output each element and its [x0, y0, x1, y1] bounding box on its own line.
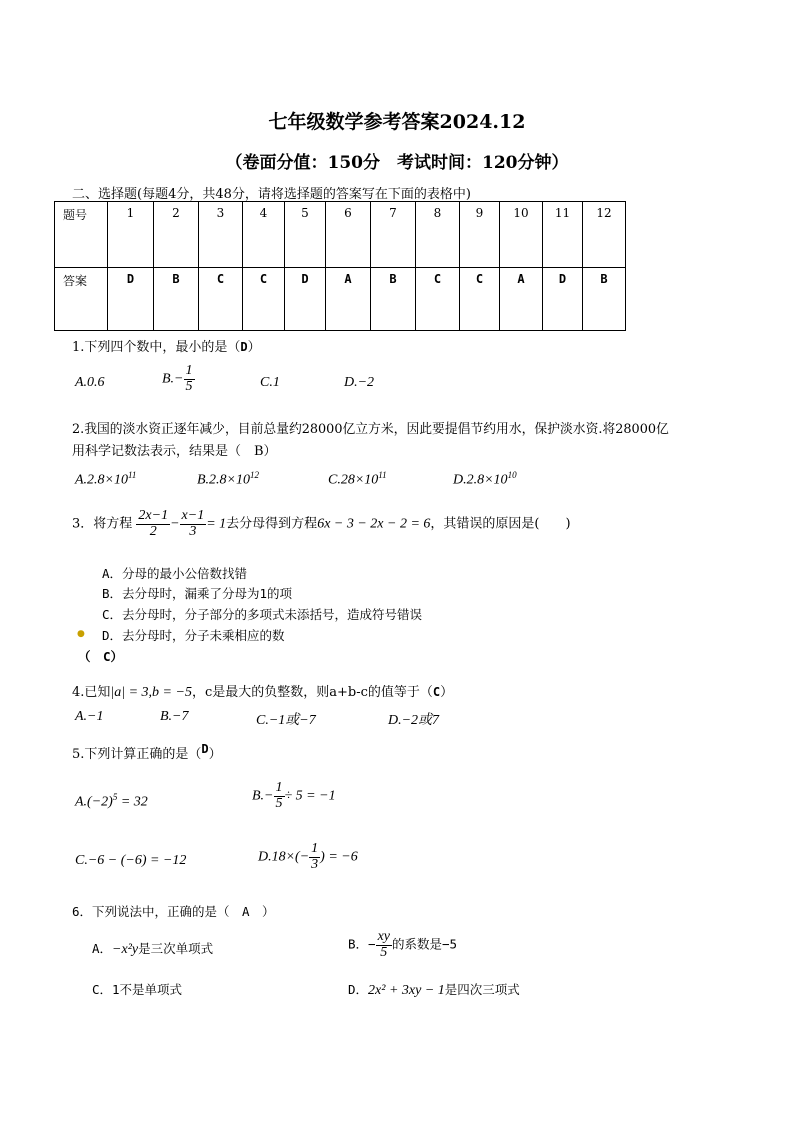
- table-cell-number: 6: [326, 202, 371, 268]
- q3-option-b: B．去分母时，漏乘了分母为1的项: [102, 586, 293, 601]
- table-cell-number: 9: [460, 202, 500, 268]
- q3-option-d: D．去分母时，分子未乘相应的数: [102, 628, 285, 643]
- section-header: 二、选择题(每题4分，共48分，请将选择题的答案写在下面的表格中): [72, 187, 471, 202]
- q4-option-d: D.−2或7: [388, 713, 440, 728]
- table-cell-number: 2: [154, 202, 199, 268]
- q1-option-d: D.−2: [344, 375, 375, 390]
- q5-option-c: C.−6 − (−6) = −12: [75, 853, 187, 868]
- table-cell-answer: D: [543, 268, 583, 331]
- q3-answer: （ C）: [78, 649, 124, 664]
- q4-answer: C: [432, 685, 441, 699]
- q6-option-d: D．2x² + 3xy − 1是四次三项式: [348, 982, 520, 998]
- answer-table: [54, 201, 626, 331]
- table-cell-answer: B: [371, 268, 416, 331]
- q1-option-b: B.− $\frac{1}{5}$: [162, 363, 193, 394]
- q6-stem: 6．下列说法中，正确的是（ A ）: [72, 904, 275, 919]
- row-label-number: 题号: [55, 202, 108, 268]
- fraction: $\frac{1}{5}$: [185, 363, 193, 394]
- table-cell-answer: B: [154, 268, 199, 331]
- page-title: 七年级数学参考答案2024.12: [268, 111, 526, 133]
- q1-option-c: C.1: [260, 375, 280, 390]
- q6-option-b: B．− $\frac{xy}{5}$ 的系数是−5: [348, 929, 458, 960]
- table-cell-answer: D: [285, 268, 326, 331]
- table-cell-number: 5: [285, 202, 326, 268]
- q2-option-b: $B.2.8\times 10^{12}$: [197, 470, 259, 488]
- q2-option-a: $A.2.8\times 10^{11}$: [75, 470, 137, 488]
- fraction: $\frac{1}{5}$: [275, 780, 283, 811]
- fraction: $\frac{x-1}{3}$: [181, 508, 205, 539]
- table-cell-answer: C: [199, 268, 243, 331]
- q2-line2: 用科学记数法表示，结果是（ B）: [72, 444, 277, 459]
- q4-option-c: C.−1或−7: [256, 713, 316, 728]
- page-subtitle: （卷面分值：150分 考试时间：120分钟）: [225, 153, 569, 173]
- table-cell-number: 3: [199, 202, 243, 268]
- table-cell-number: 11: [543, 202, 583, 268]
- q3-stem: 3．将方程 $\frac{2x-1}{2}$ − $\frac{x-1}{3}$ = 1去分母得到方程6x − 3 − 2x − 2 = 6，其错误的原因是( ): [72, 508, 571, 539]
- table-cell-answer: A: [326, 268, 371, 331]
- q4-option-b: B.−7: [160, 709, 189, 724]
- q4-option-a: A.−1: [75, 709, 104, 724]
- q6-option-a: A．−x²y是三次单项式: [92, 941, 214, 957]
- q5-option-b: B.− $\frac{1}{5}$ ÷ 5 = −1: [252, 780, 336, 811]
- fraction: $\frac{2x-1}{2}$: [138, 508, 169, 539]
- bullet-dot: ●: [77, 629, 85, 639]
- table-cell-number: 8: [416, 202, 460, 268]
- table-cell-answer: C: [243, 268, 285, 331]
- q1-option-a: A.0.6: [75, 375, 105, 390]
- q4-stem: 4.已知|a| = 3,b = −5，c是最大的负整数，则a+b-c的值等于（C）: [72, 685, 454, 700]
- table-cell-number: 12: [583, 202, 626, 268]
- table-row-numbers: [55, 202, 626, 268]
- table-cell-answer: C: [460, 268, 500, 331]
- table-cell-answer: A: [500, 268, 543, 331]
- fraction: $\frac{1}{3}$: [311, 841, 319, 872]
- q2-option-c: $C.28\times 10^{11}$: [328, 470, 387, 488]
- q6-option-c: C．1不是单项式: [92, 982, 183, 997]
- table-cell-answer: D: [108, 268, 154, 331]
- q1-answer: D: [240, 340, 248, 354]
- table-cell-answer: B: [583, 268, 626, 331]
- q5-stem: 5.下列计算正确的是（D）: [72, 742, 222, 762]
- table-cell-number: 1: [108, 202, 154, 268]
- q5-option-a: $A.(-2)^5 = 32$: [75, 792, 148, 810]
- row-label-answer: 答案: [55, 268, 108, 331]
- q3-option-c: C．去分母时，分子部分的多项式未添括号，造成符号错误: [102, 607, 423, 622]
- fraction: $\frac{xy}{5}$: [377, 929, 390, 960]
- table-cell-number: 10: [500, 202, 543, 268]
- q5-option-d: D.18×(− $\frac{1}{3}$ ) = −6: [258, 841, 358, 872]
- q2-line1: 2.我国的淡水资正逐年减少，目前总量约28000亿立方米，因此要提倡节约用水，保护淡水资.将28000亿: [72, 422, 669, 437]
- table-cell-answer: C: [416, 268, 460, 331]
- q3-option-a: A．分母的最小公倍数找错: [102, 566, 248, 581]
- q1-stem: 1.下列四个数中，最小的是（D）: [72, 340, 261, 355]
- q5-answer: D: [201, 742, 209, 756]
- table-row-answers: [55, 268, 626, 331]
- q2-option-d: $D.2.8\times 10^{10}$: [453, 470, 517, 488]
- table-cell-number: 7: [371, 202, 416, 268]
- table-cell-number: 4: [243, 202, 285, 268]
